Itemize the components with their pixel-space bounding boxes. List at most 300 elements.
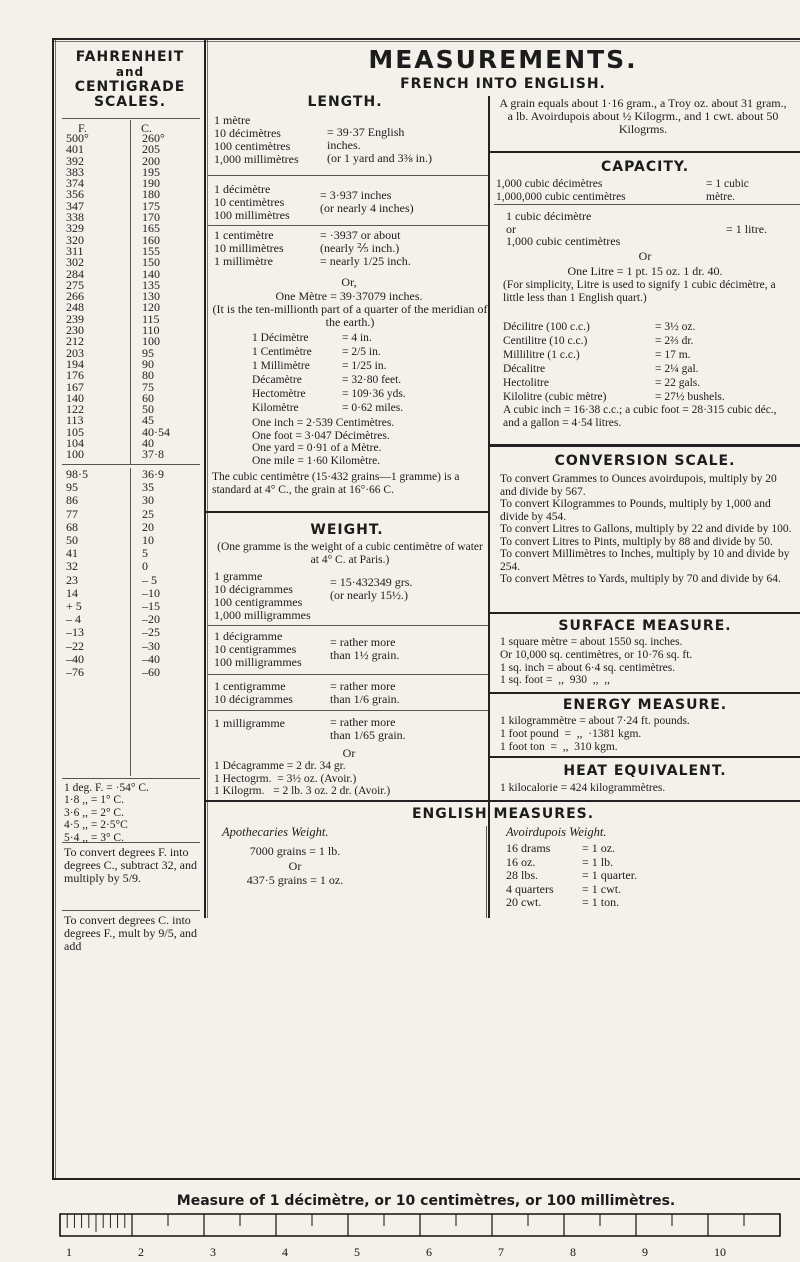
centigrade-value: –40 (142, 651, 160, 666)
cubic-centimetre-note: The cubic centimètre (15·432 grains—1 gramme) is a standard at 4° C., the grain at 16°·66 C. (212, 471, 460, 496)
metre-definition: (It is the ten-millionth part of a quarter of the meridian of the earth.) (212, 302, 488, 329)
english-title: ENGLISH MEASURES. (411, 806, 595, 822)
temperature-row (64, 133, 200, 144)
centigrade-value: –15 (142, 599, 160, 614)
weight-unit: 10 centigrammes (214, 642, 297, 656)
fahrenheit-value: 329 (66, 221, 84, 236)
fahrenheit-value: 356 (66, 187, 84, 202)
weight-unit: 100 centigrammes (214, 595, 303, 609)
table-row (503, 334, 727, 348)
unit-cell: Décilitre (100 c.c.) (503, 321, 590, 333)
length-block-2-left (214, 183, 319, 222)
fahrenheit-value: 77 (66, 506, 78, 521)
unit-cell: 1 Centimètre (252, 346, 312, 358)
table-row (252, 387, 408, 401)
apothecaries-lines (220, 844, 370, 888)
temperature-row (64, 415, 200, 426)
capacity-block-2-left (506, 210, 706, 248)
centigrade-value: 40 (142, 436, 154, 451)
temperature-row (64, 468, 200, 481)
litre-definition: (For simplicity, Litre is used to signify 1 cubic décimètre, a little less than 1 English quart.) (503, 279, 776, 304)
temperature-row (64, 390, 200, 405)
weight-equivalent: than 1½ grain. (330, 648, 400, 662)
temperature-row (64, 336, 200, 347)
weight-block-2-left (214, 630, 324, 669)
temperature-row (64, 404, 200, 415)
conversion-line: To convert Kilogrammes to Pounds, multiply by 1,000 and divide by 454. (500, 498, 771, 523)
centigrade-value: 180 (142, 187, 160, 202)
weight-block-1-right (330, 576, 490, 602)
fahrenheit-value: 338 (66, 210, 84, 225)
unit-cell: Millilitre (1 c.c.) (503, 349, 580, 361)
temp-table-upper (64, 133, 200, 461)
length-unit: 1 décimètre (214, 182, 271, 196)
c-to-f-note: To convert degrees C. into degrees F., mult by 9/5, and add (64, 913, 198, 953)
capacity-unit: 1,000 cubic centimètres (506, 234, 621, 248)
length-unit: 10 millimètres (214, 241, 284, 255)
centigrade-value: 205 (142, 142, 160, 157)
table-row (252, 331, 408, 345)
centigrade-value: 170 (142, 210, 160, 225)
degree-equivalent: 1·8 ,, = 1° C. (64, 794, 124, 807)
conversion-line: To convert Litres to Pints, multiply by 88 and divide by 50. (500, 535, 773, 548)
length-extra: One foot = 3·047 Décimètres. (252, 429, 390, 442)
temperature-row (64, 232, 200, 247)
fahrenheit-value: 95 (66, 480, 78, 495)
temperature-row (64, 666, 200, 679)
centigrade-value: 25 (142, 506, 154, 521)
fahrenheit-value: –76 (66, 665, 84, 680)
centigrade-value: 5 (142, 546, 148, 561)
temperature-row (64, 560, 200, 573)
weight-block-4-right (330, 716, 490, 742)
capacity-block-2-right: = 1 litre. (726, 222, 768, 236)
table-row (506, 842, 639, 856)
weight-or: Or (342, 746, 356, 760)
fahrenheit-value: 167 (66, 379, 84, 394)
temperature-row (64, 613, 200, 626)
degree-equivalent: 1 deg. F. = ·54° C. (64, 782, 149, 794)
surface-line: 1 sq. inch = about 6·4 sq. centimètres. (500, 661, 676, 674)
unit-cell: 1 Millimètre (252, 360, 310, 372)
fahrenheit-value: –13 (66, 625, 84, 640)
fahrenheit-value: – 4 (66, 612, 81, 627)
unit-cell: Centilitre (10 c.c.) (503, 335, 588, 347)
table-row (506, 896, 639, 910)
centigrade-value: 135 (142, 277, 160, 292)
ruler-label: 4 (282, 1245, 288, 1259)
fahrenheit-value: 392 (66, 153, 84, 168)
weight-equivalent: = rather more (330, 679, 396, 693)
centigrade-value: 150 (142, 255, 160, 270)
length-extra: One yard = 0·91 of a Mètre. (252, 442, 382, 455)
unit-cell: Décalitre (503, 363, 546, 375)
centigrade-value: 110 (142, 323, 160, 338)
fahrenheit-value: 500° (66, 131, 89, 145)
centigrade-value: 10 (142, 533, 154, 548)
weight-extra: 1 Kilogrm. = 2 lb. 3 oz. 2 dr. (Avoir.) (214, 785, 391, 798)
avoirdupois-title: Avoirdupois Weight. (506, 825, 607, 839)
fahrenheit-value: 374 (66, 176, 84, 191)
length-block-2-right (320, 189, 490, 215)
fahrenheit-value: –22 (66, 638, 84, 653)
weight-equivalent: than 1/65 grain. (330, 728, 406, 742)
centigrade-value: 100 (142, 334, 160, 349)
ruler-label: 3 (210, 1245, 216, 1259)
fahrenheit-value: 320 (66, 232, 84, 247)
fahrenheit-value: 98·5 (66, 467, 88, 481)
weight-block-3-right (330, 680, 490, 706)
centigrade-value: 195 (142, 164, 160, 179)
ruler-label: 6 (426, 1245, 432, 1259)
temperature-row (64, 223, 200, 234)
surface-line: 1 square mètre = about 1550 sq. inches. (500, 636, 683, 648)
degree-equivalents (64, 782, 202, 844)
value-cell: = 0·62 miles. (342, 402, 404, 414)
energy-line: 1 foot ton = ,, 310 kgm. (500, 740, 618, 753)
weight-block-1-left (214, 570, 324, 622)
centigrade-value: –10 (142, 585, 160, 600)
centigrade-value: 200 (142, 153, 160, 168)
unit-cell: Kilolitre (cubic mètre) (503, 391, 607, 403)
temperature-row (64, 266, 200, 281)
length-unit: 1 mètre (214, 113, 251, 127)
value-cell: = 2¼ gal. (655, 363, 699, 375)
temperature-row (64, 325, 200, 336)
one-metre-line: One Mètre = 39·37079 inches. (275, 289, 423, 303)
centigrade-value: 90 (142, 356, 154, 371)
temp-table-lower (64, 468, 200, 679)
weight-equivalent: than 1/6 grain. (330, 692, 400, 706)
length-unit: 10 décimètres (214, 126, 281, 140)
length-unit: 1 millimètre (214, 254, 273, 268)
length-block-1-left (214, 114, 319, 166)
weight-equivalent: = rather more (330, 635, 396, 649)
grain-note: A grain equals about 1·16 gram., a Troy oz. about 31 gram., a lb. Avoirdupois about ½ Kilogrm., and 1 cwt. about 50 Kilogrms. (499, 96, 787, 136)
centigrade-value: 40·54 (142, 424, 170, 439)
table-row (252, 345, 408, 359)
temperature-row (64, 311, 200, 326)
heat-line: 1 kilocalorie = 424 kilogrammètres. (500, 782, 666, 794)
weight-unit: 10 décigrammes (214, 692, 293, 706)
energy-line: 1 foot pound = ,, ·1381 kgm. (500, 727, 642, 740)
value-cell: = 1 cwt. (582, 881, 622, 896)
ruler-label: 1 (66, 1245, 72, 1259)
apothecaries-line: 7000 grains = 1 lb. (249, 844, 341, 858)
capacity-unit: 1,000,000 cubic centimètres (496, 190, 626, 203)
temperature-row (64, 587, 200, 600)
value-cell: = 17 m. (655, 349, 691, 361)
unit-cell: 16 drams (506, 841, 551, 855)
unit-cell: 4 quarters (506, 881, 554, 896)
length-unit: 100 centimètres (214, 139, 291, 153)
one-litre-line: One Litre = 1 pt. 15 oz. 1 dr. 40. (567, 264, 723, 278)
centigrade-value: –30 (142, 638, 160, 653)
fahrenheit-value: 203 (66, 345, 84, 360)
left-title-2: and (115, 65, 145, 79)
length-equivalent: = nearly 1/25 inch. (320, 254, 411, 268)
temperature-row (64, 198, 200, 213)
centigrade-value: –60 (142, 665, 160, 680)
fahrenheit-value: 105 (66, 424, 84, 439)
fahrenheit-value: 176 (66, 368, 84, 383)
length-equivalent: (nearly ⅖ inch.) (320, 241, 400, 255)
centigrade-value: 45 (142, 413, 154, 428)
fahrenheit-value: 23 (66, 572, 78, 587)
length-title: LENGTH. (307, 94, 383, 110)
centigrade-value: 95 (142, 345, 154, 360)
centigrade-value: 115 (142, 311, 160, 326)
temperature-row (64, 534, 200, 547)
temperature-row (64, 521, 200, 534)
weight-unit: 1 décigramme (214, 629, 283, 643)
ruler-title: Measure of 1 décimètre, or 10 centimètres, or 100 millimètres. (176, 1193, 676, 1209)
gramme-definition: (One gramme is the weight of a cubic centimètre of water at 4° C. at Paris.) (217, 541, 483, 566)
fahrenheit-value: 401 (66, 142, 84, 157)
value-cell: = 2⅔ dr. (655, 335, 694, 347)
fahrenheit-value: 266 (66, 289, 84, 304)
fahrenheit-value: + 5 (66, 599, 82, 614)
centigrade-value: 0 (142, 559, 148, 574)
ruler-label: 5 (354, 1245, 360, 1259)
value-cell: = 2/5 in. (342, 346, 381, 358)
fahrenheit-value: 239 (66, 311, 84, 326)
surface-line: Or 10,000 sq. centimètres, or 10·76 sq. ft. (500, 648, 693, 661)
temperature-row (64, 164, 200, 179)
centigrade-value: 155 (142, 243, 160, 258)
decimetre-ruler (56, 1212, 796, 1262)
length-equivalent: = 3·937 inches (320, 188, 392, 202)
temperature-row (64, 547, 200, 560)
fahrenheit-value: 194 (66, 356, 84, 371)
fahrenheit-value: 347 (66, 198, 84, 213)
conversion-lines (500, 473, 796, 586)
fahrenheit-value: 248 (66, 300, 84, 315)
weight-extra: 1 Décagramme = 2 dr. 34 gr. (214, 760, 346, 772)
centigrade-value: 260° (142, 131, 165, 145)
temperature-row (64, 178, 200, 189)
centigrade-value: 130 (142, 289, 160, 304)
conversion-line: To convert Litres to Gallons, multiply by 22 and divide by 100. (500, 523, 792, 535)
capacity-equivalent: mètre. (706, 190, 736, 203)
temperature-row (64, 481, 200, 494)
conversion-line: To convert Millimètres to Inches, multiply by 10 and divide by 254. (500, 548, 790, 573)
fahrenheit-value: 104 (66, 436, 84, 451)
temperature-row (64, 345, 200, 360)
temperature-row (64, 302, 200, 313)
temperature-row (64, 640, 200, 653)
value-cell: = 27½ bushels. (655, 391, 725, 403)
unit-cell: 1 Décimètre (252, 332, 309, 344)
value-cell: = 1 lb. (582, 854, 614, 869)
centigrade-value: 165 (142, 221, 160, 236)
conversion-line: To convert Grammes to Ounces avoirdupois, multiply by 20 and divide by 567. (500, 473, 777, 498)
table-row (503, 348, 727, 362)
capacity-equivalent: = 1 cubic (706, 178, 749, 190)
value-cell: = 1 quarter. (582, 868, 638, 882)
temperature-row (64, 189, 200, 200)
degree-equivalent: 3·6 ,, = 2° C. (64, 806, 124, 819)
energy-title: ENERGY MEASURE. (562, 697, 728, 713)
centigrade-value: –20 (142, 612, 160, 627)
length-unit: 100 millimètres (214, 208, 290, 222)
weight-unit: 1 centigramme (214, 679, 286, 693)
centigrade-value: 190 (142, 176, 160, 191)
weight-block-3-left (214, 680, 324, 706)
weight-block-2-right (330, 636, 490, 662)
fahrenheit-value: 212 (66, 334, 84, 349)
fahrenheit-value: 383 (66, 164, 84, 179)
centigrade-value: –25 (142, 625, 160, 640)
fahrenheit-value: 32 (66, 559, 78, 574)
fahrenheit-value: 302 (66, 255, 84, 270)
centigrade-value: – 5 (142, 572, 157, 587)
surface-line: 1 sq. foot = ,, 930 ,, ,, (500, 674, 610, 687)
fahrenheit-value: 68 (66, 519, 78, 534)
heat-title: HEAT EQUIVALENT. (563, 763, 727, 779)
fahrenheit-value: –40 (66, 651, 84, 666)
value-cell: = 1 ton. (582, 895, 620, 909)
length-block-3-right (320, 229, 490, 268)
fahrenheit-value: 275 (66, 277, 84, 292)
ruler-label: 2 (138, 1245, 144, 1259)
length-conversion-table (252, 331, 408, 415)
unit-cell: Décamètre (252, 374, 302, 386)
centigrade-value: 120 (142, 300, 160, 315)
temperature-row (64, 626, 200, 639)
length-unit: 1 centimètre (214, 228, 274, 242)
fahrenheit-value: 284 (66, 266, 84, 281)
value-cell: = 1 oz. (582, 841, 616, 855)
fahrenheit-value: 230 (66, 323, 84, 338)
weight-unit: 10 décigrammes (214, 582, 293, 596)
conversion-line: To convert Mètres to Yards, multiply by 70 and divide by 64. (500, 573, 781, 585)
weight-extra: 1 Hectogrm. = 3½ oz. (Avoir.) (214, 772, 357, 785)
centigrade-value: 160 (142, 232, 160, 247)
ruler-label: 10 (714, 1245, 726, 1259)
length-equivalent: inches. (327, 138, 361, 152)
centigrade-value: 175 (142, 198, 160, 213)
fahrenheit-value: 113 (66, 413, 84, 428)
table-row (252, 373, 408, 387)
capacity-or: Or (638, 249, 652, 263)
capacity-unit: 1,000 cubic décimètres (496, 178, 603, 190)
unit-cell: Kilomètre (252, 402, 299, 414)
left-title-1: FAHRENHEIT (75, 49, 185, 65)
centigrade-value: 75 (142, 379, 154, 394)
surface-lines (500, 636, 796, 687)
table-row (506, 856, 639, 870)
avoirdupois-table (506, 842, 639, 910)
value-cell: = 3½ oz. (655, 321, 696, 333)
cubic-inch-note: A cubic inch = 16·38 c.c.; a cubic foot = 28·315 cubic déc., and a gallon = 4·54 litres. (503, 404, 777, 429)
temperature-row (64, 153, 200, 168)
temperature-row (64, 424, 200, 439)
unit-cell: Hectolitre (503, 377, 549, 389)
fahrenheit-value: 50 (66, 533, 78, 548)
centigrade-value: 140 (142, 266, 160, 281)
table-row (503, 362, 727, 376)
temperature-row (64, 212, 200, 223)
value-cell: = 4 in. (342, 332, 372, 344)
length-equivalent: = ·3937 or about (320, 228, 401, 242)
table-row (252, 401, 408, 415)
f-header: F. (78, 121, 87, 135)
temperature-row (64, 291, 200, 302)
fahrenheit-value: 100 (66, 447, 84, 462)
length-imperial-equivalents (252, 417, 394, 468)
energy-line: 1 kilogrammètre = about 7·24 ft. pounds. (500, 715, 690, 727)
surface-title: SURFACE MEASURE. (558, 618, 732, 634)
fahrenheit-value: 311 (66, 243, 84, 258)
weight-equivalent: (or nearly 15½.) (330, 588, 408, 602)
centigrade-value: 80 (142, 368, 154, 383)
weight-equivalent: = rather more (330, 715, 396, 729)
length-or: Or, (341, 275, 357, 289)
capacity-title: CAPACITY. (600, 159, 690, 175)
capacity-block-1-left (496, 178, 646, 203)
temperature-row (64, 144, 200, 155)
fahrenheit-value: 140 (66, 390, 84, 405)
fahrenheit-value: 86 (66, 493, 78, 508)
temperature-row (64, 600, 200, 613)
length-extra: One inch = 2·539 Centimètres. (252, 417, 395, 429)
temperature-row (64, 494, 200, 507)
length-equivalent: (or 1 yard and 3⅜ in.) (327, 151, 432, 165)
ruler-label: 9 (642, 1245, 648, 1259)
length-unit: 1,000 millimètres (214, 152, 299, 166)
weight-equivalent: = 15·432349 grs. (330, 575, 413, 589)
temperature-row (64, 653, 200, 666)
length-equivalent: (or nearly 4 inches) (320, 201, 414, 215)
centigrade-value: 35 (142, 480, 154, 495)
length-block-3-left (214, 229, 319, 268)
temperature-row (64, 257, 200, 268)
table-row (503, 376, 727, 390)
unit-cell: 28 lbs. (506, 868, 539, 882)
table-row (252, 359, 408, 373)
temperature-row (64, 508, 200, 521)
degree-equivalent: 4·5 ,, = 2·5°C (64, 819, 128, 832)
value-cell: = 32·80 feet. (342, 374, 402, 386)
temperature-row (64, 370, 200, 381)
capacity-block-1-right (706, 178, 800, 203)
fahrenheit-value: 122 (66, 402, 84, 417)
centigrade-value: 50 (142, 402, 154, 417)
value-cell: = 109·36 yds. (342, 388, 406, 400)
weight-unit: 1,000 milligrammes (214, 608, 311, 622)
apothecaries-title: Apothecaries Weight. (222, 825, 329, 839)
f-to-c-note: To convert degrees F. into degrees C., subtract 32, and multiply by 5/9. (64, 845, 197, 885)
capacity-unit: or (506, 221, 516, 236)
value-cell: = 1/25 in. (342, 360, 387, 372)
subtitle: FRENCH INTO ENGLISH. (400, 76, 606, 92)
table-row (503, 320, 727, 334)
capacity-conversion-table (503, 320, 727, 404)
weight-unit: 1 gramme (214, 569, 263, 583)
left-title-4: SCALES. (93, 94, 167, 110)
main-title: MEASUREMENTS. (368, 45, 638, 74)
energy-lines (500, 715, 796, 753)
apothecaries-line: 437·5 grains = 1 oz. (246, 873, 344, 887)
capacity-unit: 1 cubic décimètre (506, 209, 592, 223)
ruler-label: 7 (498, 1245, 504, 1259)
weight-imperial-equivalents (214, 760, 390, 798)
weight-unit: 100 milligrammes (214, 655, 302, 669)
length-unit: 10 centimètres (214, 195, 285, 209)
left-title-3: CENTIGRADE (74, 79, 186, 95)
temperature-row (64, 574, 200, 587)
